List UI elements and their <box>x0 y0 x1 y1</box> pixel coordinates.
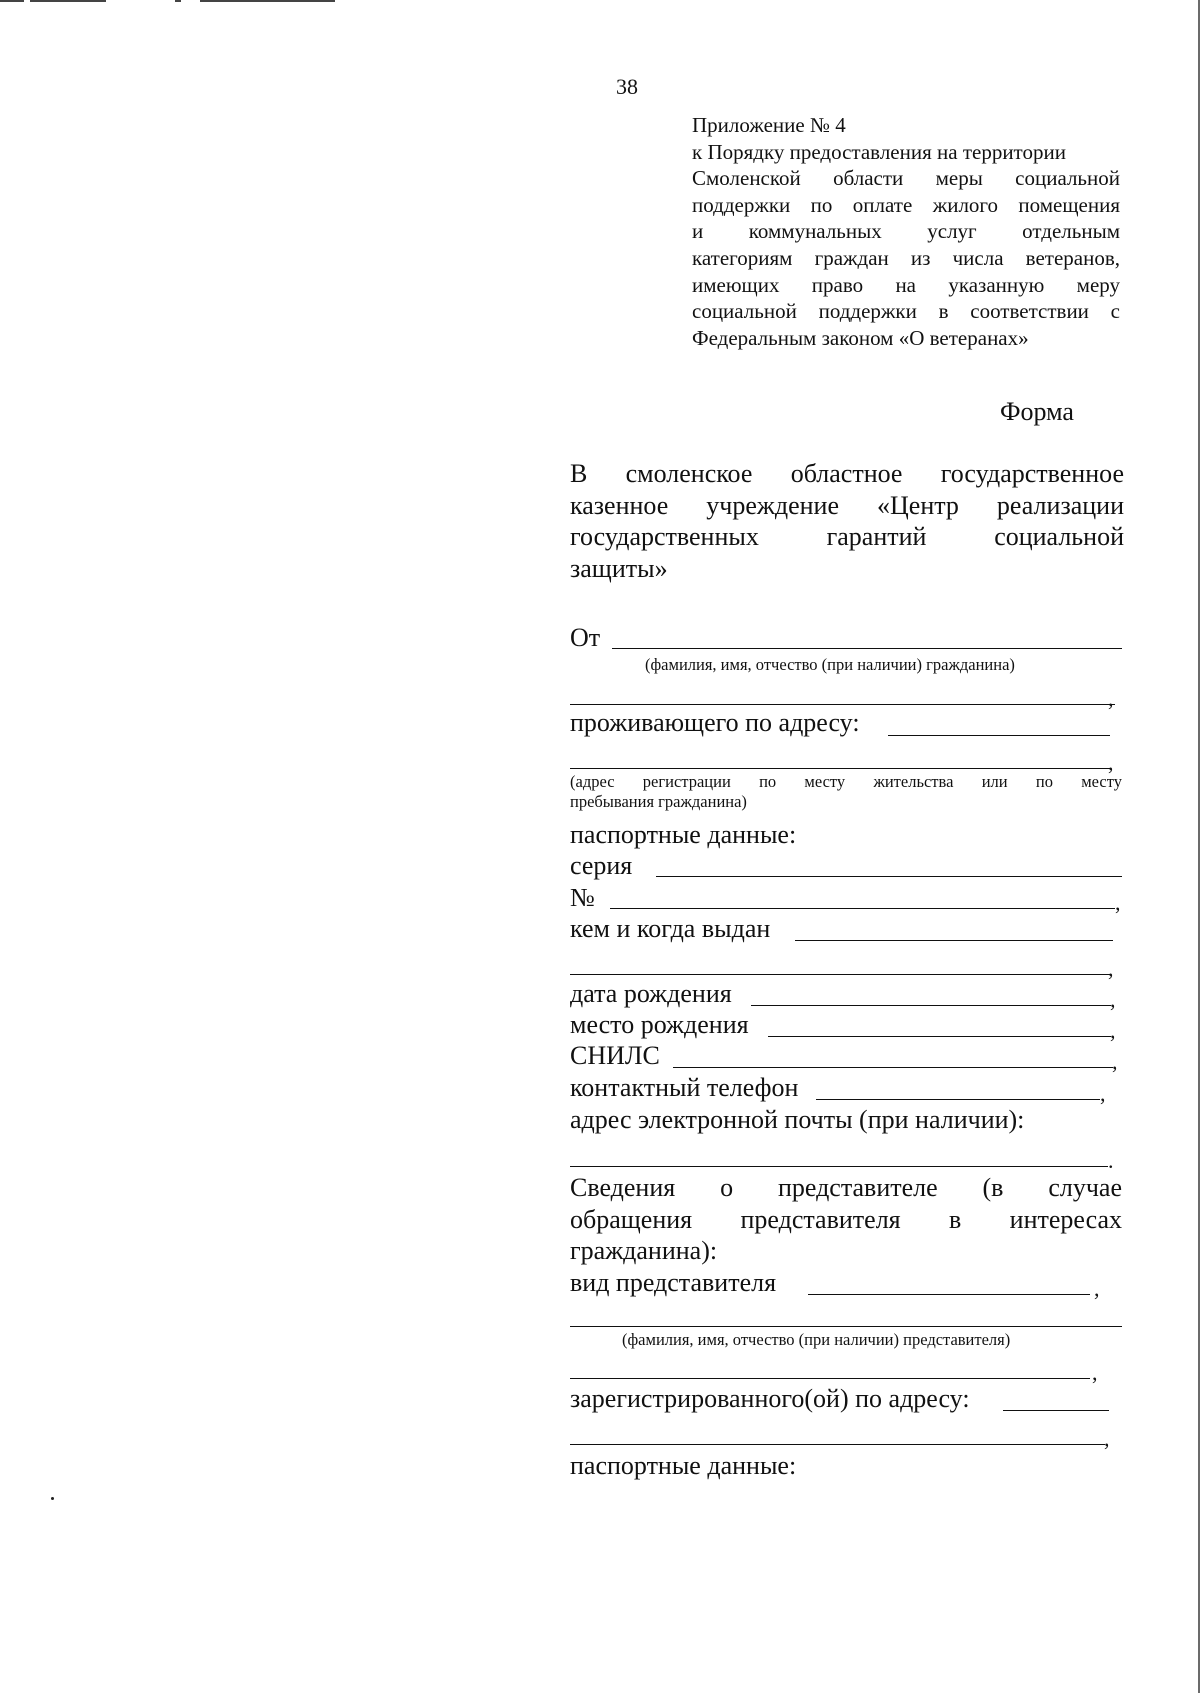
email-label: адрес электронной почты (при наличии): <box>570 1105 1025 1134</box>
representative-passport-label: паспортные данные: <box>570 1451 797 1480</box>
representative-type-field[interactable] <box>808 1294 1090 1295</box>
representative-type-label: вид представителя <box>570 1268 777 1297</box>
fio-continuation-field[interactable] <box>570 704 1115 705</box>
scan-artifact <box>30 0 106 2</box>
series-label: серия <box>570 851 633 880</box>
number-field[interactable] <box>610 908 1115 909</box>
addressee-line: государственных гарантий социальной <box>570 522 1124 551</box>
issued-field[interactable] <box>795 940 1113 941</box>
appendix-title: Приложение № 4 <box>692 113 846 137</box>
comma: , <box>1112 1049 1118 1074</box>
series-field[interactable] <box>656 876 1122 877</box>
registered-address-continuation-field[interactable] <box>570 1444 1105 1445</box>
addressee-line: защиты» <box>570 553 668 583</box>
residing-label: проживающего по адресу: <box>570 708 860 737</box>
birth-place-field[interactable] <box>768 1036 1111 1037</box>
comma: , <box>1108 956 1114 981</box>
addressee-line: казенное учреждение «Центр реализации <box>570 490 1124 520</box>
address-hint-line: (адрес регистрации по месту жительства или по месту <box>570 772 1122 791</box>
snils-field[interactable] <box>673 1067 1113 1068</box>
address-continuation-field[interactable] <box>570 768 1110 769</box>
snils-label: СНИЛС <box>570 1041 660 1070</box>
appendix-line: к Порядку предоставления на территории <box>692 139 1066 164</box>
birth-place-label: место рождения <box>570 1010 749 1039</box>
registered-address-field[interactable] <box>1003 1410 1109 1411</box>
from-label: От <box>570 623 601 652</box>
addressee-line: В смоленское областное государственное <box>570 459 1124 488</box>
representative-intro-line: Сведения о представителе (в случае <box>570 1173 1122 1202</box>
comma: , <box>1108 686 1114 711</box>
registered-label: зарегистрированного(ой) по адресу: <box>570 1384 970 1413</box>
appendix-header <box>692 112 1120 351</box>
email-field[interactable] <box>570 1166 1108 1167</box>
issued-label: кем и когда выдан <box>570 914 771 943</box>
scan-artifact <box>200 0 335 2</box>
representative-fio-field[interactable] <box>570 1326 1122 1327</box>
representative-fio-hint: (фамилия, имя, отчество (при наличии) представителя) <box>622 1330 1011 1349</box>
issued-continuation-field[interactable] <box>570 974 1110 975</box>
appendix-line: категориям граждан из числа ветеранов, <box>692 245 1120 270</box>
page-number: 38 <box>616 74 638 99</box>
comma: , <box>1094 1276 1100 1301</box>
birth-date-field[interactable] <box>751 1005 1111 1006</box>
scan-artifact <box>175 0 181 2</box>
representative-intro-line: гражданина): <box>570 1236 718 1265</box>
number-label: № <box>570 883 595 912</box>
phone-label: контактный телефон <box>570 1073 799 1102</box>
comma: , <box>1108 750 1114 775</box>
appendix-line: Федеральным законом «О ветеранах» <box>692 325 1029 350</box>
representative-intro-line: обращения представителя в интересах <box>570 1204 1122 1234</box>
address-field[interactable] <box>888 735 1110 736</box>
scan-speck <box>51 1497 54 1500</box>
address-hint-line: пребывания гражданина) <box>570 792 747 811</box>
comma: , <box>1100 1081 1106 1106</box>
comma: , <box>1092 1360 1098 1385</box>
birth-date-label: дата рождения <box>570 979 732 1008</box>
comma: , <box>1110 987 1116 1012</box>
appendix-line: Смоленской области меры социальной <box>692 166 1120 191</box>
appendix-line: поддержки по оплате жилого помещения <box>692 192 1120 217</box>
addressee-block <box>570 458 1124 584</box>
phone-field[interactable] <box>816 1099 1100 1100</box>
appendix-line: социальной поддержки в соответствии с <box>692 299 1120 324</box>
fio-hint: (фамилия, имя, отчество (при наличии) гражданина) <box>645 655 1015 674</box>
period: . <box>1108 1148 1114 1173</box>
comma: , <box>1110 1018 1116 1043</box>
appendix-line: и коммунальных услуг отдельным <box>692 219 1120 244</box>
representative-fio-continuation-field[interactable] <box>570 1378 1090 1379</box>
address-hint <box>570 772 1122 812</box>
passport-label: паспортные данные: <box>570 820 797 849</box>
representative-intro <box>570 1172 1122 1267</box>
from-fio-field[interactable] <box>612 648 1122 649</box>
appendix-line: имеющих право на указанную меру <box>692 272 1120 297</box>
form-label: Форма <box>1000 397 1074 426</box>
scan-artifact <box>0 0 24 2</box>
comma: , <box>1104 1426 1110 1451</box>
comma: , <box>1115 890 1121 915</box>
